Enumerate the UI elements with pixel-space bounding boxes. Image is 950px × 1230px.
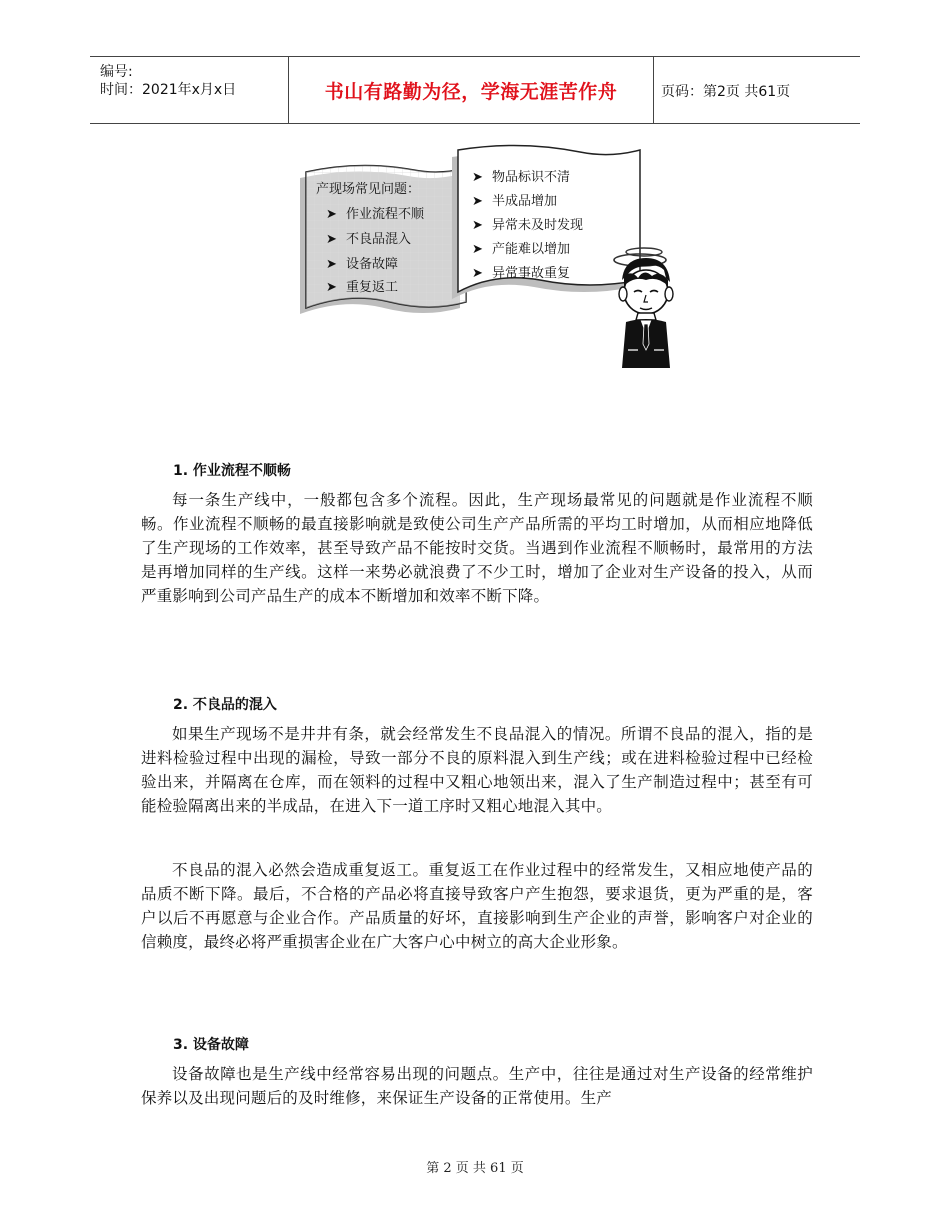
header-meta-cell [90, 57, 288, 123]
section-title: 2. 不良品的混入 [173, 697, 277, 713]
right-arrow-icon: ➤ [472, 218, 483, 233]
page-footer: 第 2 页 共 61 页 [426, 1161, 524, 1176]
section-paragraph: 每一条生产线中，一般都包含多个流程。因此，生产现场最常见的问题就是作业流程不顺畅。作业流程不顺畅的最直接影响就是致使公司生产产品所需的平均工时增加，从而相应地降低了生产现场的工作效率，甚至导致产品不能按时交货。当遇到作业流程不顺畅时，最常用的方法是再增加同样的生产线。这样一来势必就浪费了不少工时，增加了企业对生产设备的投入，从而严重影响到公司产品生产的成本不断增加和效率不断下降。 [141, 491, 813, 605]
right-arrow-icon: ➤ [472, 170, 483, 185]
header-page-cell [653, 57, 860, 123]
section-paragraph: 设备故障也是生产线中经常容易出现的问题点。生产中，往往是通过对生产设备的经常维护保养以及出现问题后的及时维修，来保证生产设备的正常使用。生产 [141, 1065, 813, 1107]
left-list-item: 设备故障 [346, 257, 399, 272]
left-arrow-icon: ➤ [326, 257, 337, 272]
right-arrow-icon: ➤ [472, 266, 483, 281]
right-list-item: 异常未及时发现 [492, 218, 584, 233]
illustration-left-title: 产现场常见问题： [316, 182, 421, 197]
left-arrow-icon: ➤ [326, 280, 337, 295]
page-header [90, 56, 860, 124]
problems-illustration [290, 140, 690, 375]
right-list-item: 半成品增加 [492, 194, 558, 209]
left-arrow-icon: ➤ [326, 207, 337, 222]
header-page-number: 页码：第2页 共61页 [661, 84, 791, 100]
header-motto-cell [288, 57, 654, 123]
section-title: 3. 设备故障 [173, 1037, 249, 1053]
right-arrow-icon: ➤ [472, 242, 483, 257]
right-list-item: 产能难以增加 [492, 242, 571, 257]
header-motto: 书山有路勤为径，学海无涯苦作舟 [324, 81, 618, 103]
right-list-item: 物品标识不清 [492, 170, 571, 185]
section-paragraph: 不良品的混入必然会造成重复返工。重复返工在作业过程中的经常发生，又相应地使产品的品质不断下降。最后，不合格的产品必将直接导致客户产生抱怨，要求退货，更为严重的是，客户以后不再愿意与企业合作。产品质量的好坏，直接影响到生产企业的声誉，影响客户对企业的信赖度，最终必将严重损害企业在广大客户心中树立的高大企业形象。 [141, 861, 813, 951]
left-list-item: 不良品混入 [346, 232, 412, 247]
left-arrow-icon: ➤ [326, 232, 337, 247]
left-list-item: 重复返工 [346, 280, 399, 295]
document-time-label: 时间：2021年x月x日 [100, 82, 237, 98]
left-list-item: 作业流程不顺 [346, 207, 425, 222]
right-list-item: 异常事故重复 [492, 266, 571, 281]
section-paragraph: 如果生产现场不是井井有条，就会经常发生不良品混入的情况。所谓不良品的混入，指的是进料检验过程中出现的漏检，导致一部分不良的原料混入到生产线；或在进料检验过程中已经检验出来，并隔离在仓库，而在领料的过程中又粗心地领出来，混入了生产制造过程中；甚至有可能检验隔离出来的半成品，在进入下一道工序时又粗心地混入其中。 [141, 725, 813, 815]
section-title: 1. 作业流程不顺畅 [173, 463, 291, 479]
right-arrow-icon: ➤ [472, 194, 483, 209]
document-number-label: 编号: [100, 64, 133, 80]
